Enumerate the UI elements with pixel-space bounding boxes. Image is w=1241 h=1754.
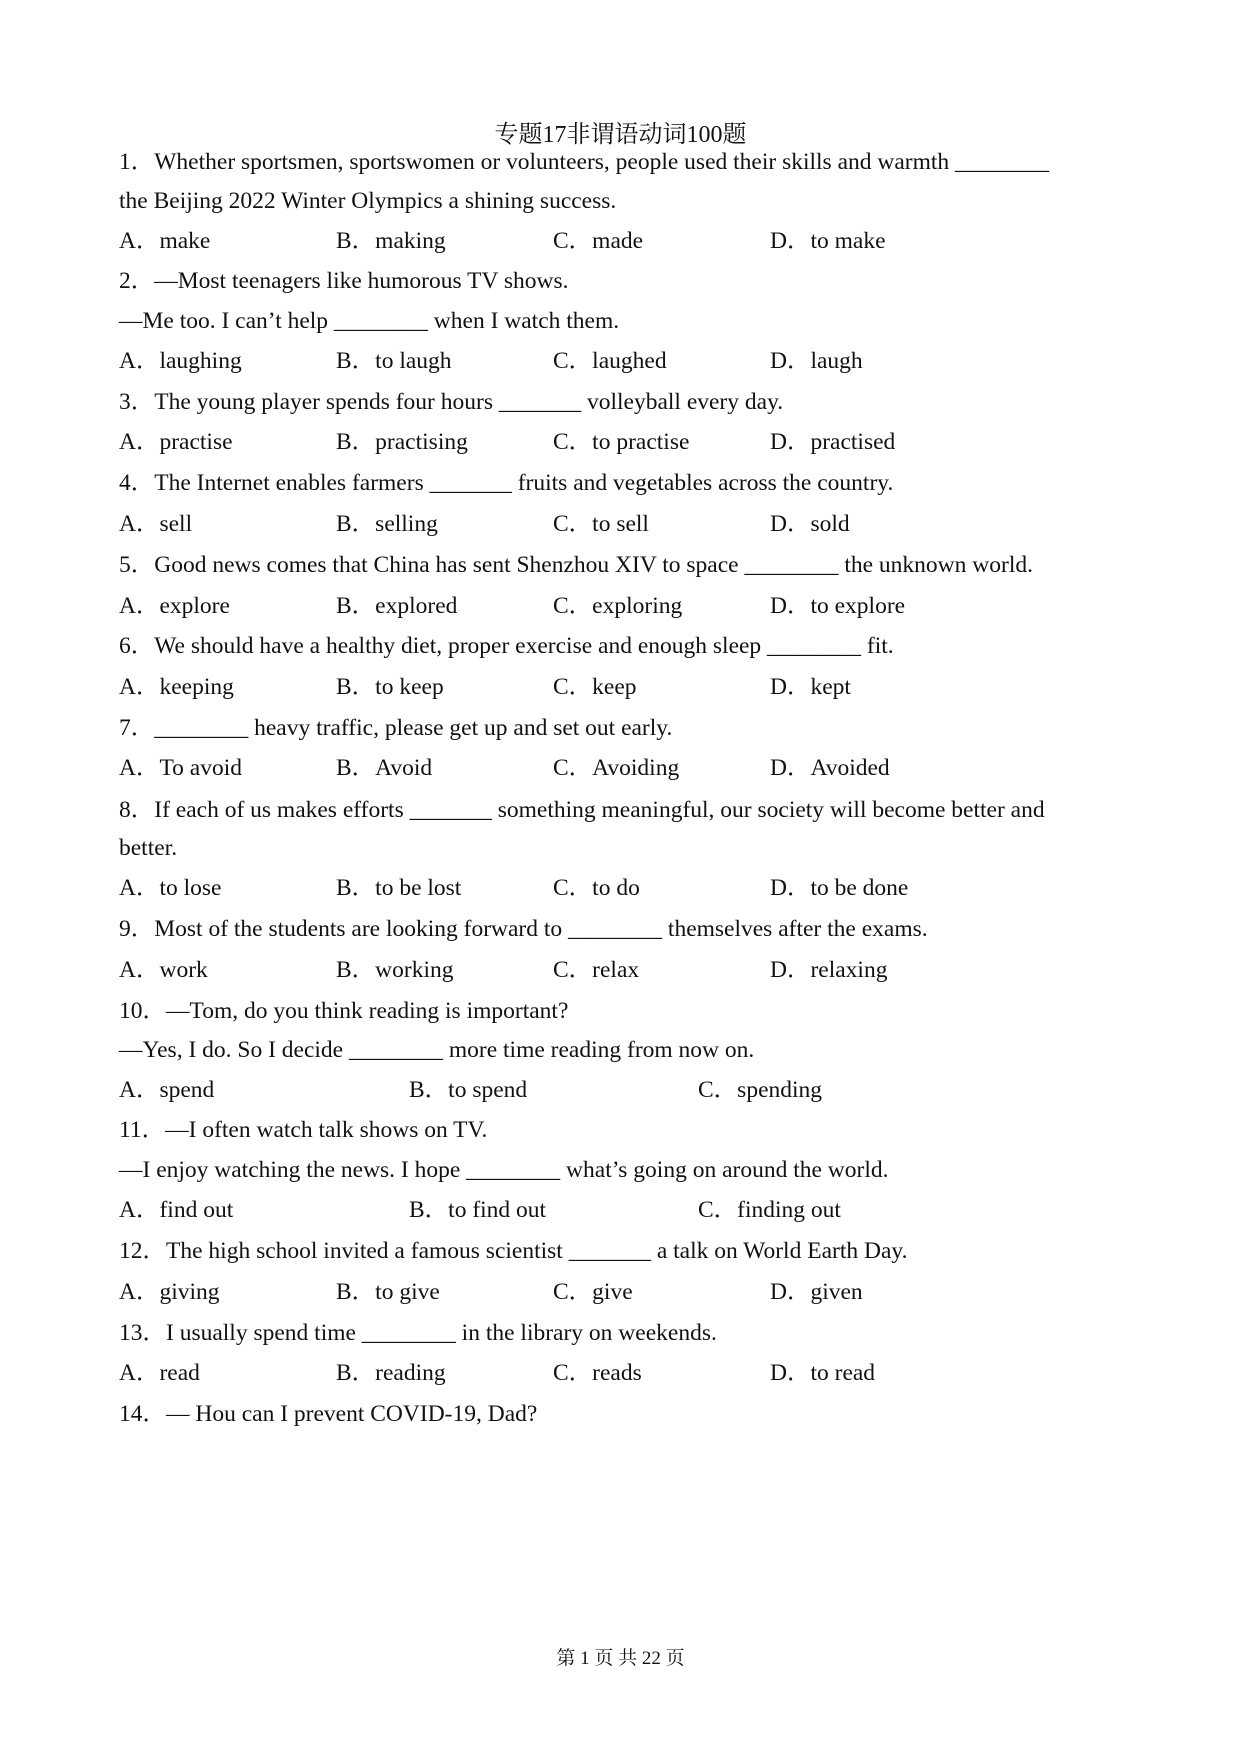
answer-option: D．sold [770,511,850,537]
question-text-line: 12．The high school invited a famous scientist _______ a talk on World Earth Day. [119,1238,908,1264]
answer-option: B．to keep [336,674,444,700]
answer-option: C．to practise [553,429,690,455]
answer-option: B．making [336,228,446,254]
question-text-line: 4．The Internet enables farmers _______ fruits and vegetables across the country. [119,470,894,496]
answer-option: C．give [553,1279,633,1305]
answer-option: D．Avoided [770,755,890,781]
question-text-line: 3．The young player spends four hours _______ volleyball every day. [119,389,784,415]
answer-option: A．spend [119,1077,215,1103]
question-text-line: —I enjoy watching the news. I hope ________ what’s going on around the world. [119,1157,889,1183]
answer-option: B．selling [336,511,438,537]
answer-option: C．relax [553,957,640,983]
answer-option: B．working [336,957,454,983]
page-title: 专题17非谓语动词100题 [494,122,747,148]
answer-option: A．find out [119,1197,234,1223]
answer-option: B．practising [336,429,468,455]
question-text-line: 11．—I often watch talk shows on TV. [119,1117,488,1143]
answer-option: D．practised [770,429,896,455]
answer-option: B．Avoid [336,755,433,781]
question-text-line: 5．Good news comes that China has sent Shenzhou XIV to space ________ the unknown world. [119,552,1033,578]
answer-option: B．to be lost [336,875,462,901]
answer-option: D．to explore [770,593,906,619]
question-text-line: 2．—Most teenagers like humorous TV shows. [119,268,569,294]
question-text-line: the Beijing 2022 Winter Olympics a shining success. [119,188,617,214]
answer-option: A．sell [119,511,193,537]
question-text-line: better. [119,835,178,861]
answer-option: C．exploring [553,593,683,619]
answer-option: C．made [553,228,644,254]
question-text-line: 8．If each of us makes efforts _______ something meaningful, our society will become better and [119,797,1045,823]
answer-option: C．spending [698,1077,823,1103]
question-text-line: 13．I usually spend time ________ in the library on weekends. [119,1320,717,1346]
answer-option: D．kept [770,674,851,700]
answer-option: A．read [119,1360,200,1386]
answer-option: D．to read [770,1360,876,1386]
question-text-line: 14．— Hou can I prevent COVID-19, Dad? [119,1401,538,1427]
question-text-line: 1．Whether sportsmen, sportswomen or volunteers, people used their skills and warmth ________ [119,149,1050,175]
answer-option: D．to be done [770,875,909,901]
answer-option: A．keeping [119,674,234,700]
answer-option: B．reading [336,1360,446,1386]
answer-option: C．to sell [553,511,649,537]
answer-option: C．keep [553,674,637,700]
answer-option: A．practise [119,429,233,455]
answer-option: A．laughing [119,348,242,374]
page-footer: 第 1 页 共 22 页 [556,1648,685,1669]
answer-option: B．to spend [409,1077,528,1103]
answer-option: A．work [119,957,208,983]
answer-option: C．to do [553,875,640,901]
answer-option: C．finding out [698,1197,841,1223]
question-text-line: —Yes, I do. So I decide ________ more time reading from now on. [119,1037,755,1063]
question-text-line: 6．We should have a healthy diet, proper exercise and enough sleep ________ fit. [119,633,894,659]
answer-option: A．giving [119,1279,220,1305]
question-text-line: 10．—Tom, do you think reading is important? [119,998,569,1024]
answer-option: A．explore [119,593,230,619]
answer-option: D．given [770,1279,863,1305]
answer-option: C．reads [553,1360,642,1386]
answer-option: D．to make [770,228,886,254]
answer-option: B．to find out [409,1197,547,1223]
question-text-line: —Me too. I can’t help ________ when I watch them. [119,308,620,334]
answer-option: B．to laugh [336,348,452,374]
answer-option: D．relaxing [770,957,888,983]
question-text-line: 9．Most of the students are looking forward to ________ themselves after the exams. [119,916,928,942]
answer-option: B．to give [336,1279,440,1305]
answer-option: D．laugh [770,348,863,374]
answer-option: C．laughed [553,348,667,374]
answer-option: C．Avoiding [553,755,680,781]
answer-option: A．to lose [119,875,222,901]
question-text-line: 7．________ heavy traffic, please get up and set out early. [119,715,673,741]
answer-option: A．To avoid [119,755,243,781]
answer-option: B．explored [336,593,458,619]
answer-option: A．make [119,228,211,254]
